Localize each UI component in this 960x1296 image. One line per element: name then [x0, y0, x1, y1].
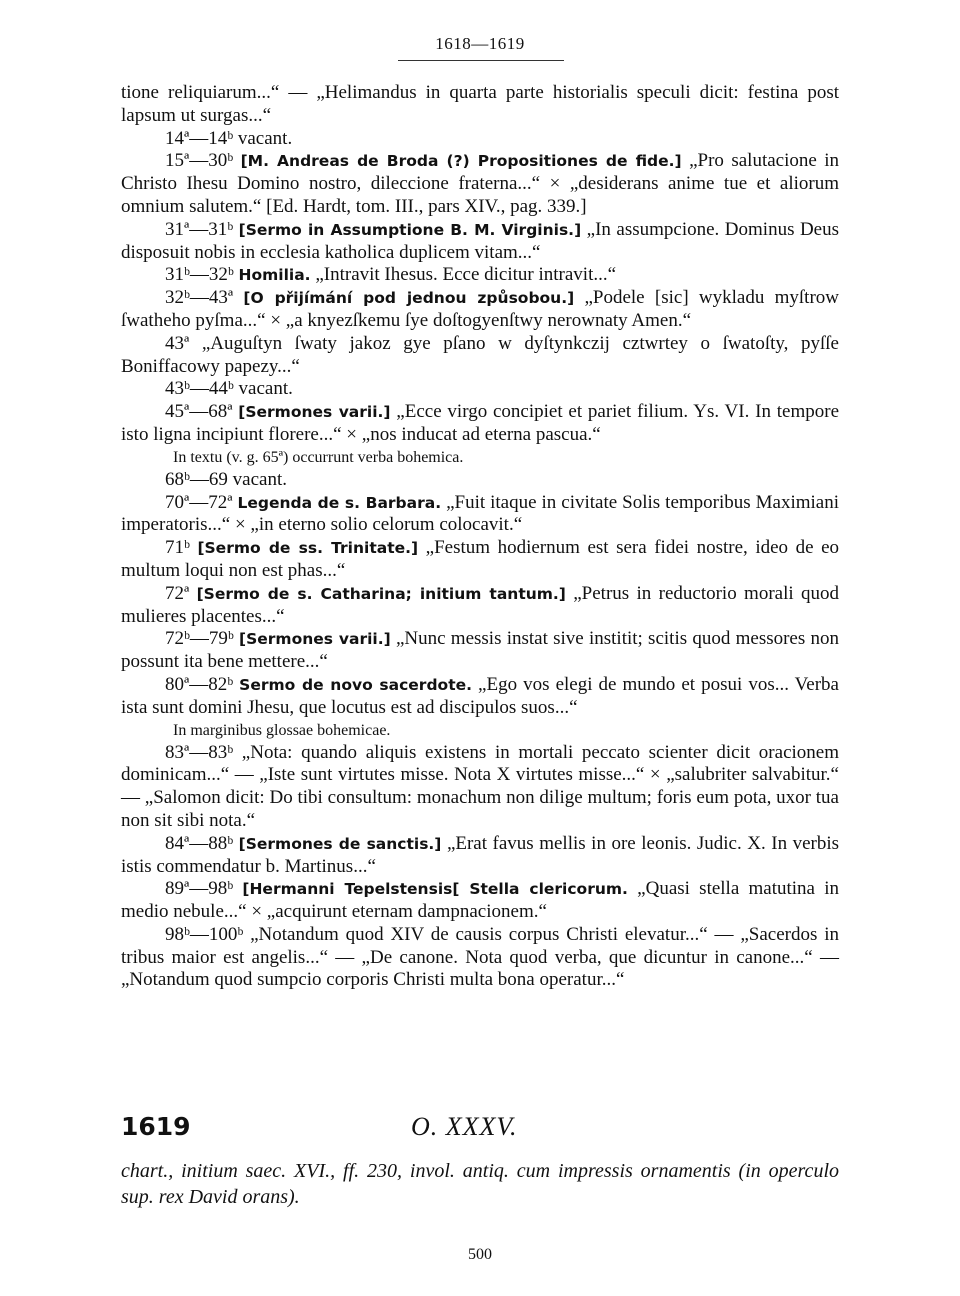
folio-range: 32ᵇ—43ª: [165, 287, 234, 309]
folio-range: 68ᵇ—69: [165, 468, 228, 490]
entry-text: „In assumpcione. Dominus Deus disposuit nobis in ecclesia katholica duplicem vitam...“: [121, 218, 840, 263]
entry-text: „Intravit Ihesus. Ecce dicitur intravit...“: [315, 264, 617, 286]
entry-paragraph: [121, 833, 839, 879]
folio-range: 72ª: [165, 582, 190, 604]
entry-paragraph: [121, 150, 839, 218]
entry-text: „Petrus in reductorio morali quod mulieres placentes...“: [121, 582, 839, 627]
entry-note: In marginibus glossae bohemicae.: [173, 721, 391, 739]
entry-rubric: [Sermo in Assumptione B. M. Virginis.]: [238, 220, 582, 239]
entry-rubric: [O přijímání pod jednou způsobou.]: [243, 289, 575, 308]
folio-range: 72ᵇ—79ᵇ: [165, 628, 234, 650]
entry-rubric: [M. Andreas de Broda (?) Propositiones de fide.]: [240, 152, 682, 171]
folio-range: 31ᵇ—32ᵇ: [165, 264, 234, 286]
entry-text: „Ego vos elegi de mundo et posui vos... Verba ista sunt domini Jhesu, que locutus est ad discipulos suos...“: [121, 673, 839, 718]
header-rule: [398, 60, 564, 61]
entry-rubric: [Sermones de sanctis.]: [238, 834, 442, 853]
entry-description: chart., initium saec. XVI., ff. 230, invol. antiq. cum impressis ornamentis (in operculo sup. rex David orans).: [121, 1160, 839, 1208]
page-number: 500: [468, 1246, 492, 1263]
entry-paragraph: [121, 401, 839, 447]
entry-rubric: Sermo de novo sacerdote.: [239, 675, 472, 694]
next-entry-heading: [121, 1112, 839, 1152]
folio-range: 31ª—31ᵇ: [165, 218, 234, 240]
folio-range: 45ª—68ª: [165, 401, 233, 423]
entry-text: „Notandum quod XIV de causis corpus Christi elevatur...“ — „Sacerdos in tribus maior est angelis...“ — „De canone. Nota quod verba, que dicuntur in canone...“ — „Notandum quod sumpcio corporis Christi multa bona operatur...“: [121, 923, 839, 991]
folio-range: 70ª—72ª: [165, 491, 233, 513]
entry-text: „Ecce virgo concipiet et pariet filium. Ys. VI. In tempore isto ligna incipiunt florere...“ × „nos inducat ad eterna pascua.“: [121, 401, 839, 445]
entry-text: „Festum hodiernum est sera fidei nostre, ideo de eo multum loqui non est phas...“: [121, 537, 839, 581]
entry-text: „Podele [sic] wykladu myſtrow ſwatheho pyſma...“ × „a knyezſkemu ſye doſtogyenſtwy nerownaty Amen.“: [121, 287, 839, 331]
entry-note: In textu (v. g. 65ª) occurrunt verba bohemica.: [173, 448, 464, 466]
entry-text: „Quasi stella matutina in medio nebule...“ × „acquirunt eternam dampnacionem.“: [121, 878, 840, 923]
entry-paragraph: [121, 219, 839, 265]
folio-range: 43ᵇ—44ᵇ: [165, 378, 234, 400]
entry-paragraph: [121, 287, 839, 333]
entry-text: tione reliquiarum...“ — „Helimandus in quarta parte historialis speculi dicit: festina post lapsum ut surgas...“: [121, 82, 839, 126]
entry-paragraph: [121, 742, 839, 833]
entry-paragraph: [121, 128, 839, 151]
shelf-signature: O. XXXV.: [411, 1112, 518, 1141]
entry-number: 1619: [121, 1112, 191, 1141]
folio-range: 98ᵇ—100ᵇ: [165, 923, 244, 945]
entry-rubric: Legenda de s. Barbara.: [237, 493, 442, 512]
entry-paragraph: [121, 492, 839, 538]
entry-paragraph: [121, 537, 839, 583]
running-head: 1618—1619: [435, 34, 525, 53]
entry-paragraph: [121, 628, 839, 674]
entry-text: „Pro salutacione in Christo Ihesu Domino nostro, dileccione fraterna...“ × „desiderans anime tue et aliorum omnium salutem.“ [Ed. Hardt, tom. III., pars XIV., pag. 339.]: [121, 150, 840, 217]
entry-rubric: [Sermo de ss. Trinitate.]: [197, 539, 419, 558]
entry-rubric: Homilia.: [238, 266, 311, 285]
entry-text: „Nunc messis instat sive institit; scitis quod messores non possunt ita bene mettere...“: [121, 628, 840, 673]
entry-text: „Erat favus mellis in ore leonis. Judic. X. In verbis istis commendatur b. Martinus...“: [121, 832, 840, 877]
entry-text: vacant.: [238, 378, 293, 400]
entry-rubric: [Sermones varii.]: [239, 630, 391, 649]
entry-text: vacant.: [232, 468, 287, 490]
entry-text: „Auguſtyn ſwaty jakoz gye pſano w dyſtynkczij cztwrtey o ſwatoſty, pyſſe Boniffacowy papezy...“: [121, 332, 839, 377]
folio-range: 43ª: [165, 332, 190, 354]
entry-text: „Nota: quando aliquis existens in mortali peccato scienter dicit oracionem dominicam...“ — „Iste sunt virtutes misse. Nota X virtutes misse...“ × „salubriter salvabitur.“ — „Salomon dicit: Do tibi consultum: monachum non dilige multum; foris eum pota, uxor tua non sit sibi nota.“: [121, 741, 839, 831]
entry-rubric: [Sermones varii.]: [238, 403, 391, 422]
entry-rubric: [Sermo de s. Catharina; initium tantum.]: [196, 584, 566, 603]
entry-paragraph: [121, 674, 839, 720]
entry-text: „Fuit itaque in civitate Solis temporibus Maximiani imperatoris...“ × „in eterno solio celorum colocavit.“: [121, 491, 840, 536]
entry-paragraph: [121, 878, 839, 924]
entry-paragraph: [121, 264, 839, 287]
folio-range: 80ª—82ᵇ: [165, 673, 234, 695]
entry-paragraph: [121, 924, 839, 992]
folio-range: 14ª—14ᵇ: [165, 127, 234, 149]
folio-range: 71ᵇ: [165, 537, 190, 559]
entry-rubric: [Hermanni Tepelstensis[ Stella clericorum.: [242, 880, 628, 899]
entry-paragraph: [121, 583, 839, 629]
folio-range: 15ª—30ᵇ: [165, 150, 234, 172]
catalogue-body: [121, 82, 839, 992]
entry-paragraph: [121, 333, 839, 379]
folio-range: 83ª—83ᵇ: [165, 741, 234, 763]
entry-continuation: [121, 82, 839, 128]
entry-text: vacant.: [237, 127, 293, 149]
folio-range: 89ª—98ᵇ: [165, 878, 234, 900]
entry-paragraph: [121, 469, 839, 492]
folio-range: 84ª—88ᵇ: [165, 832, 234, 854]
entry-paragraph: [121, 378, 839, 401]
